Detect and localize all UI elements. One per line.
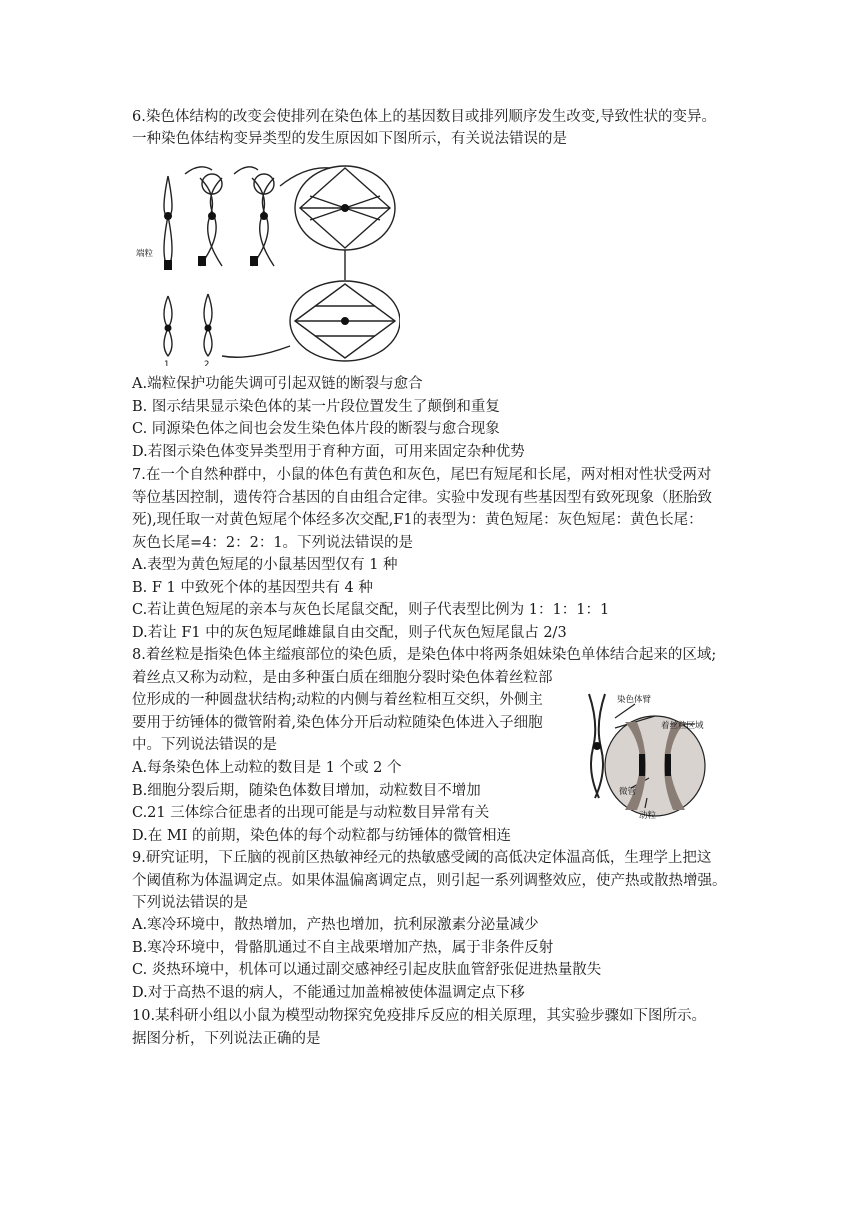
- label-centromere-region: 着丝粒区域: [661, 721, 704, 731]
- q9-option-b: B.寒冷环境中，骨骼肌通过不自主战栗增加产热，属于非条件反射: [132, 939, 554, 956]
- q7-stem-line-4: 灰色长尾=4：2：2：1。下列说法错误的是: [132, 534, 414, 551]
- q8-option-d: D.在 MI 的前期，染色体的每个动粒都与纺锤体的微管相连: [132, 827, 512, 844]
- q7-option-b: B. F 1 中致死个体的基因型共有 4 种: [132, 579, 373, 596]
- q7-stem: [132, 464, 742, 554]
- q6-option-a: A.端粒保护功能失调可引起双链的断裂与愈合: [132, 376, 423, 392]
- label-number-1: 1: [164, 360, 170, 366]
- q9-option-c: C. 炎热环境中，机体可以通过副交感神经引起皮肤血管舒张促进热量散失: [132, 962, 602, 978]
- q7-option-a: A.表型为黄色短尾的小鼠基因型仅有 1 种: [132, 557, 398, 573]
- q8-stem-line-3: 位形成的一种圆盘状结构;动粒的内侧与着丝粒相互交织，外侧主: [132, 692, 543, 708]
- q8-stem-line-4: 要用于纺锤体的微管附着,染色体分开后动粒随染色体进入子细胞: [132, 714, 543, 731]
- label-microtubule: 微管: [619, 787, 637, 797]
- q6-stem-line-2: 一种染色体结构变异类型的发生原因如下图所示，有关说法错误的是: [132, 131, 567, 147]
- q7-option-c: C.若让黄色短尾的亲本与灰色长尾鼠交配，则子代表型比例为 1：1：1：1: [132, 602, 610, 618]
- chromosome-inversion-figure: [130, 156, 400, 366]
- q8-stem-line-1: 8.着丝粒是指染色体主缢痕部位的染色质，是染色体中将两条姐妹染色单体结合起来的区域;: [132, 647, 717, 663]
- q9-stem-line-1: 9.研究证明，下丘脑的视前区热敏神经元的热敏感受阈的高低决定体温高低，生理学上把这: [132, 850, 712, 866]
- q10-stem-line-1: 10.某科研小组以小鼠为模型动物探究免疫排斥反应的相关原理，其实验步骤如下图所示。: [132, 1008, 707, 1024]
- q8-stem-line-2: 着丝点又称为动粒，是由多种蛋白质在细胞分裂时染色体着丝粒部: [132, 669, 553, 686]
- q7-stem-line-3: 死),现任取一对黄色短尾个体经多次交配,F1的表型为：黄色短尾：灰色短尾：黄色长尾：: [132, 512, 703, 528]
- q6-option-c: C. 同源染色体之间也会发生染色体片段的断裂与愈合现象: [132, 421, 500, 437]
- q6-stem-line-1: 6.染色体结构的改变会使排列在染色体上的基因数目或排列顺序发生改变,导致性状的变异。: [132, 109, 716, 125]
- q9-option-d: D.对于高热不退的病人，不能通过加盖棉被使体温调定点下移: [132, 984, 525, 1001]
- q8-option-b: B.细胞分裂后期，随染色体数目增加，动粒数目不增加: [132, 782, 481, 799]
- q7-options: [132, 554, 742, 644]
- q8-option-a: A.每条染色体上动粒的数目是 1 个或 2 个: [132, 760, 402, 776]
- q10-stem: [132, 1005, 742, 1050]
- q7-stem-line-2: 等位基因控制，遗传符合基因的自由组合定律。实验中发现有些基因型有致死现象（胚胎致: [132, 489, 712, 506]
- q6-options: [132, 373, 742, 463]
- q9-stem: [132, 847, 742, 915]
- q9-option-a: A.寒冷环境中，散热增加，产热也增加，抗利尿激素分泌量减少: [132, 917, 539, 933]
- label-chromosome-arm: 染色体臂: [617, 695, 652, 705]
- label-kinetochore: 动粒: [639, 811, 657, 820]
- kinetochore-figure: [575, 688, 715, 820]
- q7-stem-line-1: 7.在一个自然种群中，小鼠的体色有黄色和灰色，尾巴有短尾和长尾，两对相对性状受两对: [132, 467, 712, 483]
- q10-stem-line-2: 据图分析，下列说法正确的是: [132, 1030, 321, 1047]
- q8-option-c: C.21 三体综合征患者的出现可能是与动粒数目异常有关: [132, 805, 490, 821]
- q6-option-b: B. 图示结果显示染色体的某一片段位置发生了颠倒和重复: [132, 398, 500, 415]
- q9-stem-line-2: 个阈值称为体温调定点。如果体温偏离调定点，则引起一系列调整效应，使产热或散热增强。: [132, 872, 727, 889]
- q8-stem-line-5: 中。下列说法错误的是: [132, 737, 277, 753]
- q7-option-d: D.若让 F1 中的灰色短尾雌雄鼠自由交配，则子代灰色短尾鼠占 2/3: [132, 624, 567, 641]
- label-telomere: 端粒: [136, 249, 154, 259]
- q6-option-d: D.若图示染色体变异类型用于育种方面，可用来固定杂种优势: [132, 443, 525, 460]
- label-number-2: 2: [204, 360, 210, 366]
- q9-options: [132, 914, 742, 1004]
- q9-stem-line-3: 下列说法错误的是: [132, 895, 248, 911]
